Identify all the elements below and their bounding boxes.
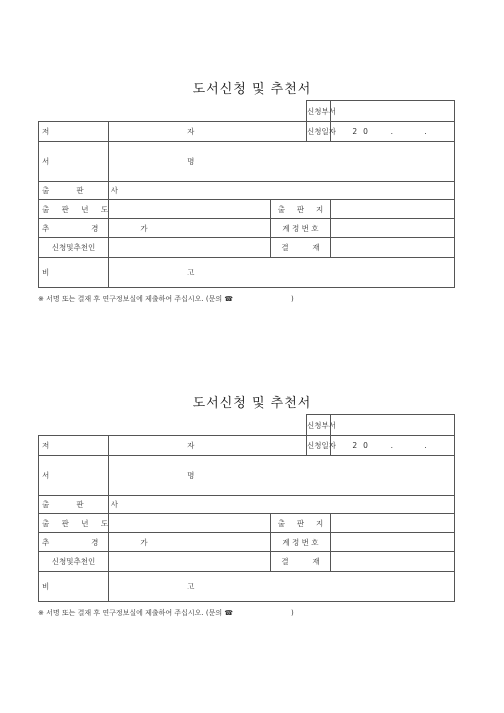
- price-label: 추 경 가: [39, 533, 109, 552]
- submission-note: ※ 서명 또는 결재 후 연구정보실에 제출하여 주십시오. (문의 ☎ ): [38, 609, 294, 617]
- approval-label: 결 재: [271, 238, 331, 258]
- pubyear-field[interactable]: [109, 200, 271, 219]
- pubyear-label: 출 판 년 도: [39, 514, 109, 533]
- remarks-label: 비 고: [39, 258, 109, 288]
- form-title: 도서신청 및 추천서: [192, 396, 312, 411]
- pubyear-field[interactable]: [109, 514, 271, 533]
- pubyear-label: 출 판 년 도: [39, 200, 109, 219]
- request-form-table: [38, 414, 455, 602]
- pubplace-label: 출 판 지: [271, 514, 331, 533]
- bookname-label: 서 명: [39, 456, 109, 496]
- date-field[interactable]: 20 . .: [331, 436, 455, 456]
- publisher-label: 출 판 사: [39, 496, 109, 514]
- bookname-label: 서 명: [39, 142, 109, 182]
- account-field[interactable]: [331, 219, 455, 238]
- publisher-field[interactable]: [109, 496, 455, 514]
- dept-field[interactable]: [331, 101, 455, 122]
- date-field[interactable]: 20 . .: [331, 122, 455, 142]
- requester-label: 신청및추천인: [39, 238, 109, 258]
- approval-label: 결 재: [271, 552, 331, 572]
- publisher-field[interactable]: [109, 182, 455, 200]
- dept-label: 신청부서: [307, 101, 331, 122]
- requester-field[interactable]: [109, 238, 271, 258]
- publisher-label: 출 판 사: [39, 182, 109, 200]
- dept-label: 신청부서: [307, 415, 331, 436]
- submission-note: ※ 서명 또는 결재 후 연구정보실에 제출하여 주십시오. (문의 ☎ ): [38, 295, 294, 303]
- form-title: 도서신청 및 추천서: [192, 82, 312, 97]
- pubplace-field[interactable]: [331, 514, 455, 533]
- price-label: 추 경 가: [39, 219, 109, 238]
- dept-field[interactable]: [331, 415, 455, 436]
- approval-field[interactable]: [331, 238, 455, 258]
- pubplace-field[interactable]: [331, 200, 455, 219]
- author-label: 저 자: [39, 122, 109, 142]
- date-label: 신청일자: [307, 436, 331, 456]
- account-label: 계 정 번 호: [271, 533, 331, 552]
- pubplace-label: 출 판 지: [271, 200, 331, 219]
- remarks-label: 비 고: [39, 572, 109, 602]
- author-label: 저 자: [39, 436, 109, 456]
- account-field[interactable]: [331, 533, 455, 552]
- account-label: 계 정 번 호: [271, 219, 331, 238]
- date-label: 신청일자: [307, 122, 331, 142]
- requester-label: 신청및추천인: [39, 552, 109, 572]
- requester-field[interactable]: [109, 552, 271, 572]
- approval-field[interactable]: [331, 552, 455, 572]
- request-form-table: [38, 100, 455, 288]
